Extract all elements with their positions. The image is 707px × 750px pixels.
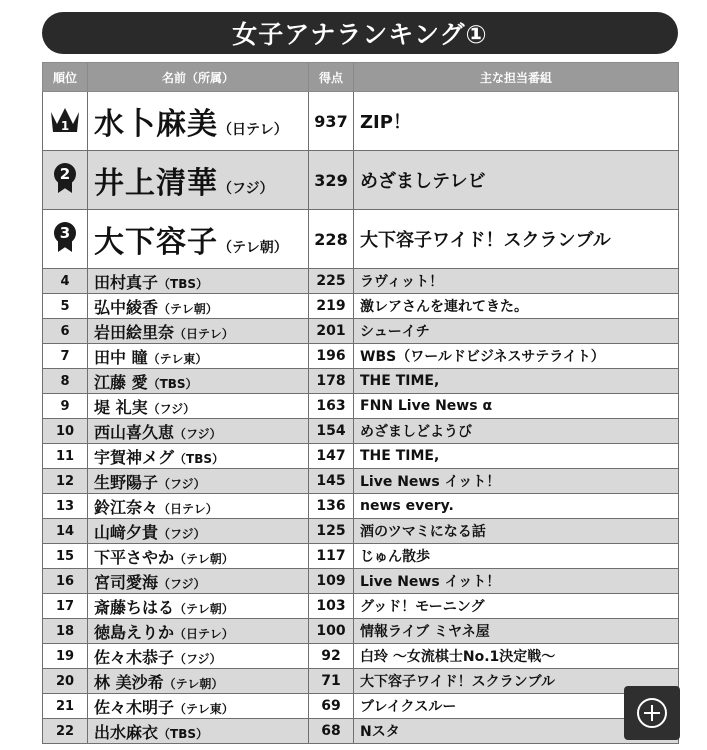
table-header-row: [43, 63, 679, 92]
table-row: [43, 269, 679, 294]
table-row: [43, 694, 679, 719]
header-programs: 主な担当番組: [354, 63, 679, 92]
table-row: [43, 719, 679, 744]
medal-number: 3: [54, 222, 76, 244]
name-cell: [88, 719, 309, 744]
program-cell: ブレイクスルー: [354, 694, 679, 719]
announcer-name: 西山喜久恵: [94, 422, 175, 442]
program-cell: THE TIME,: [354, 369, 679, 394]
rank-cell: 13: [43, 494, 88, 519]
rank-cell: 20: [43, 669, 88, 694]
program-cell: めざましどようび: [354, 419, 679, 444]
program-cell: 白玲 ～女流棋士No.1決定戦～: [354, 644, 679, 669]
ranking-table: [42, 62, 679, 744]
score-cell: 71: [309, 669, 354, 694]
rank-cell: 21: [43, 694, 88, 719]
score-cell: 147: [309, 444, 354, 469]
affiliation: （テレ朝）: [218, 240, 288, 256]
program-cell: Live News イット！: [354, 569, 679, 594]
name-cell: [88, 669, 309, 694]
table-row: [43, 644, 679, 669]
name-cell: [88, 419, 309, 444]
program-cell: ZIP！: [354, 92, 679, 151]
rank-cell: 15: [43, 544, 88, 569]
affiliation: （日テレ）: [174, 626, 234, 641]
program-cell: じゅん散歩: [354, 544, 679, 569]
svg-text:1: 1: [60, 119, 70, 133]
rank-cell: 8: [43, 369, 88, 394]
name-cell: [88, 644, 309, 669]
name-cell: [88, 92, 309, 151]
table-row: [43, 344, 679, 369]
crown-icon: [48, 102, 82, 136]
program-cell: WBS（ワールドビジネスサテライト）: [354, 344, 679, 369]
announcer-name: 下平さやか: [94, 547, 175, 567]
program-cell: Live News イット！: [354, 469, 679, 494]
table-row: [43, 369, 679, 394]
name-cell: [88, 519, 309, 544]
table-row: [43, 444, 679, 469]
score-cell: 100: [309, 619, 354, 644]
rank-cell: [43, 92, 88, 151]
rank-cell: 4: [43, 269, 88, 294]
rank-cell: 5: [43, 294, 88, 319]
score-cell: 68: [309, 719, 354, 744]
affiliation: （日テレ）: [174, 326, 234, 341]
announcer-name: 斎藤ちはる: [94, 597, 175, 617]
name-cell: [88, 210, 309, 269]
name-cell: [88, 369, 309, 394]
rank-cell: 14: [43, 519, 88, 544]
score-cell: 225: [309, 269, 354, 294]
table-row: [43, 544, 679, 569]
score-cell: 125: [309, 519, 354, 544]
name-cell: [88, 344, 309, 369]
affiliation: （フジ）: [158, 476, 206, 491]
table-row: [43, 319, 679, 344]
announcer-name: 岩田絵里奈: [94, 322, 175, 342]
program-cell: グッド！モーニング: [354, 594, 679, 619]
name-cell: [88, 569, 309, 594]
affiliation: （TBS）: [174, 451, 224, 466]
zoom-button[interactable]: [624, 686, 680, 740]
affiliation: （テレ朝）: [174, 551, 234, 566]
name-cell: [88, 319, 309, 344]
announcer-name: 山﨑夕貴: [94, 522, 159, 542]
score-cell: 201: [309, 319, 354, 344]
table-row: [43, 494, 679, 519]
affiliation: （TBS）: [158, 276, 208, 291]
announcer-name: 江藤 愛: [94, 372, 148, 392]
table-row: [43, 210, 679, 269]
table-row: [43, 151, 679, 210]
score-cell: 136: [309, 494, 354, 519]
announcer-name: 弘中綾香: [94, 297, 159, 317]
score-cell: 145: [309, 469, 354, 494]
announcer-name: 宮司愛海: [94, 572, 159, 592]
name-cell: [88, 694, 309, 719]
affiliation: （フジ）: [174, 651, 222, 666]
name-cell: [88, 394, 309, 419]
announcer-name: 宇賀神メグ: [94, 447, 175, 467]
score-cell: 154: [309, 419, 354, 444]
program-cell: news every.: [354, 494, 679, 519]
table-row: [43, 619, 679, 644]
score-cell: 228: [309, 210, 354, 269]
rank-cell: 9: [43, 394, 88, 419]
name-cell: [88, 494, 309, 519]
rank-cell: 11: [43, 444, 88, 469]
name-cell: [88, 619, 309, 644]
program-cell: めざましテレビ: [354, 151, 679, 210]
rank-cell: 6: [43, 319, 88, 344]
table-row: [43, 469, 679, 494]
table-row: [43, 519, 679, 544]
table-row: [43, 569, 679, 594]
score-cell: 329: [309, 151, 354, 210]
affiliation: （フジ）: [158, 576, 206, 591]
table-row: [43, 92, 679, 151]
program-cell: 激レアさんを連れてきた。: [354, 294, 679, 319]
rank-cell: 17: [43, 594, 88, 619]
affiliation: （テレ東）: [174, 701, 234, 716]
header-score: 得点: [309, 63, 354, 92]
program-cell: ラヴィット！: [354, 269, 679, 294]
page-title: 女子アナランキング①: [42, 12, 678, 54]
announcer-name: 大下容子: [94, 225, 218, 260]
rank-cell: 22: [43, 719, 88, 744]
announcer-name: 田中 瞳: [94, 347, 148, 367]
affiliation: （テレ東）: [147, 351, 208, 366]
name-cell: [88, 294, 309, 319]
affiliation: （TBS）: [147, 376, 198, 391]
medal-number: 2: [54, 163, 76, 185]
header-rank: 順位: [43, 63, 88, 92]
announcer-name: 林 美沙希: [94, 672, 164, 692]
score-cell: 178: [309, 369, 354, 394]
announcer-name: 徳島えりか: [94, 622, 175, 642]
affiliation: （フジ）: [218, 181, 274, 197]
header-name: 名前（所属）: [88, 63, 309, 92]
rank-cell: 19: [43, 644, 88, 669]
medal-3-icon: [52, 222, 78, 252]
rank-cell: [43, 151, 88, 210]
program-cell: THE TIME,: [354, 444, 679, 469]
program-cell: Nスタ: [354, 719, 679, 744]
announcer-name: 鈴江奈々: [94, 497, 159, 517]
name-cell: [88, 151, 309, 210]
rank-cell: 10: [43, 419, 88, 444]
name-cell: [88, 444, 309, 469]
announcer-name: 田村真子: [94, 272, 159, 292]
medal-2-icon: [52, 163, 78, 193]
announcer-name: 水卜麻美: [94, 107, 218, 142]
program-cell: 大下容子ワイド！スクランブル: [354, 669, 679, 694]
affiliation: （フジ）: [158, 526, 206, 541]
affiliation: （日テレ）: [218, 122, 288, 138]
program-cell: FNN Live News α: [354, 394, 679, 419]
affiliation: （テレ朝）: [163, 676, 224, 691]
score-cell: 117: [309, 544, 354, 569]
program-cell: 酒のツマミになる話: [354, 519, 679, 544]
rank-cell: 12: [43, 469, 88, 494]
table-row: [43, 394, 679, 419]
rank-cell: 16: [43, 569, 88, 594]
announcer-name: 佐々木明子: [94, 697, 175, 717]
announcer-name: 出水麻衣: [94, 722, 159, 742]
announcer-name: 井上清華: [94, 166, 218, 201]
score-cell: 69: [309, 694, 354, 719]
announcer-name: 堤 礼実: [94, 397, 148, 417]
name-cell: [88, 269, 309, 294]
affiliation: （日テレ）: [158, 501, 218, 516]
rank-cell: 18: [43, 619, 88, 644]
program-cell: シューイチ: [354, 319, 679, 344]
score-cell: 103: [309, 594, 354, 619]
score-cell: 937: [309, 92, 354, 151]
program-cell: 情報ライブ ミヤネ屋: [354, 619, 679, 644]
table-row: [43, 294, 679, 319]
rank-cell: [43, 210, 88, 269]
table-body: [43, 92, 679, 744]
score-cell: 163: [309, 394, 354, 419]
announcer-name: 生野陽子: [94, 472, 159, 492]
affiliation: （テレ朝）: [158, 301, 218, 316]
score-cell: 92: [309, 644, 354, 669]
announcer-name: 佐々木恭子: [94, 647, 175, 667]
table-row: [43, 594, 679, 619]
affiliation: （フジ）: [174, 426, 222, 441]
score-cell: 219: [309, 294, 354, 319]
table-row: [43, 669, 679, 694]
zoom-in-icon: [635, 696, 669, 730]
program-cell: 大下容子ワイド！スクランブル: [354, 210, 679, 269]
name-cell: [88, 469, 309, 494]
table-row: [43, 419, 679, 444]
score-cell: 109: [309, 569, 354, 594]
rank-cell: 7: [43, 344, 88, 369]
affiliation: （テレ朝）: [174, 601, 234, 616]
name-cell: [88, 544, 309, 569]
affiliation: （TBS）: [158, 726, 208, 741]
affiliation: （フジ）: [147, 401, 196, 416]
name-cell: [88, 594, 309, 619]
score-cell: 196: [309, 344, 354, 369]
